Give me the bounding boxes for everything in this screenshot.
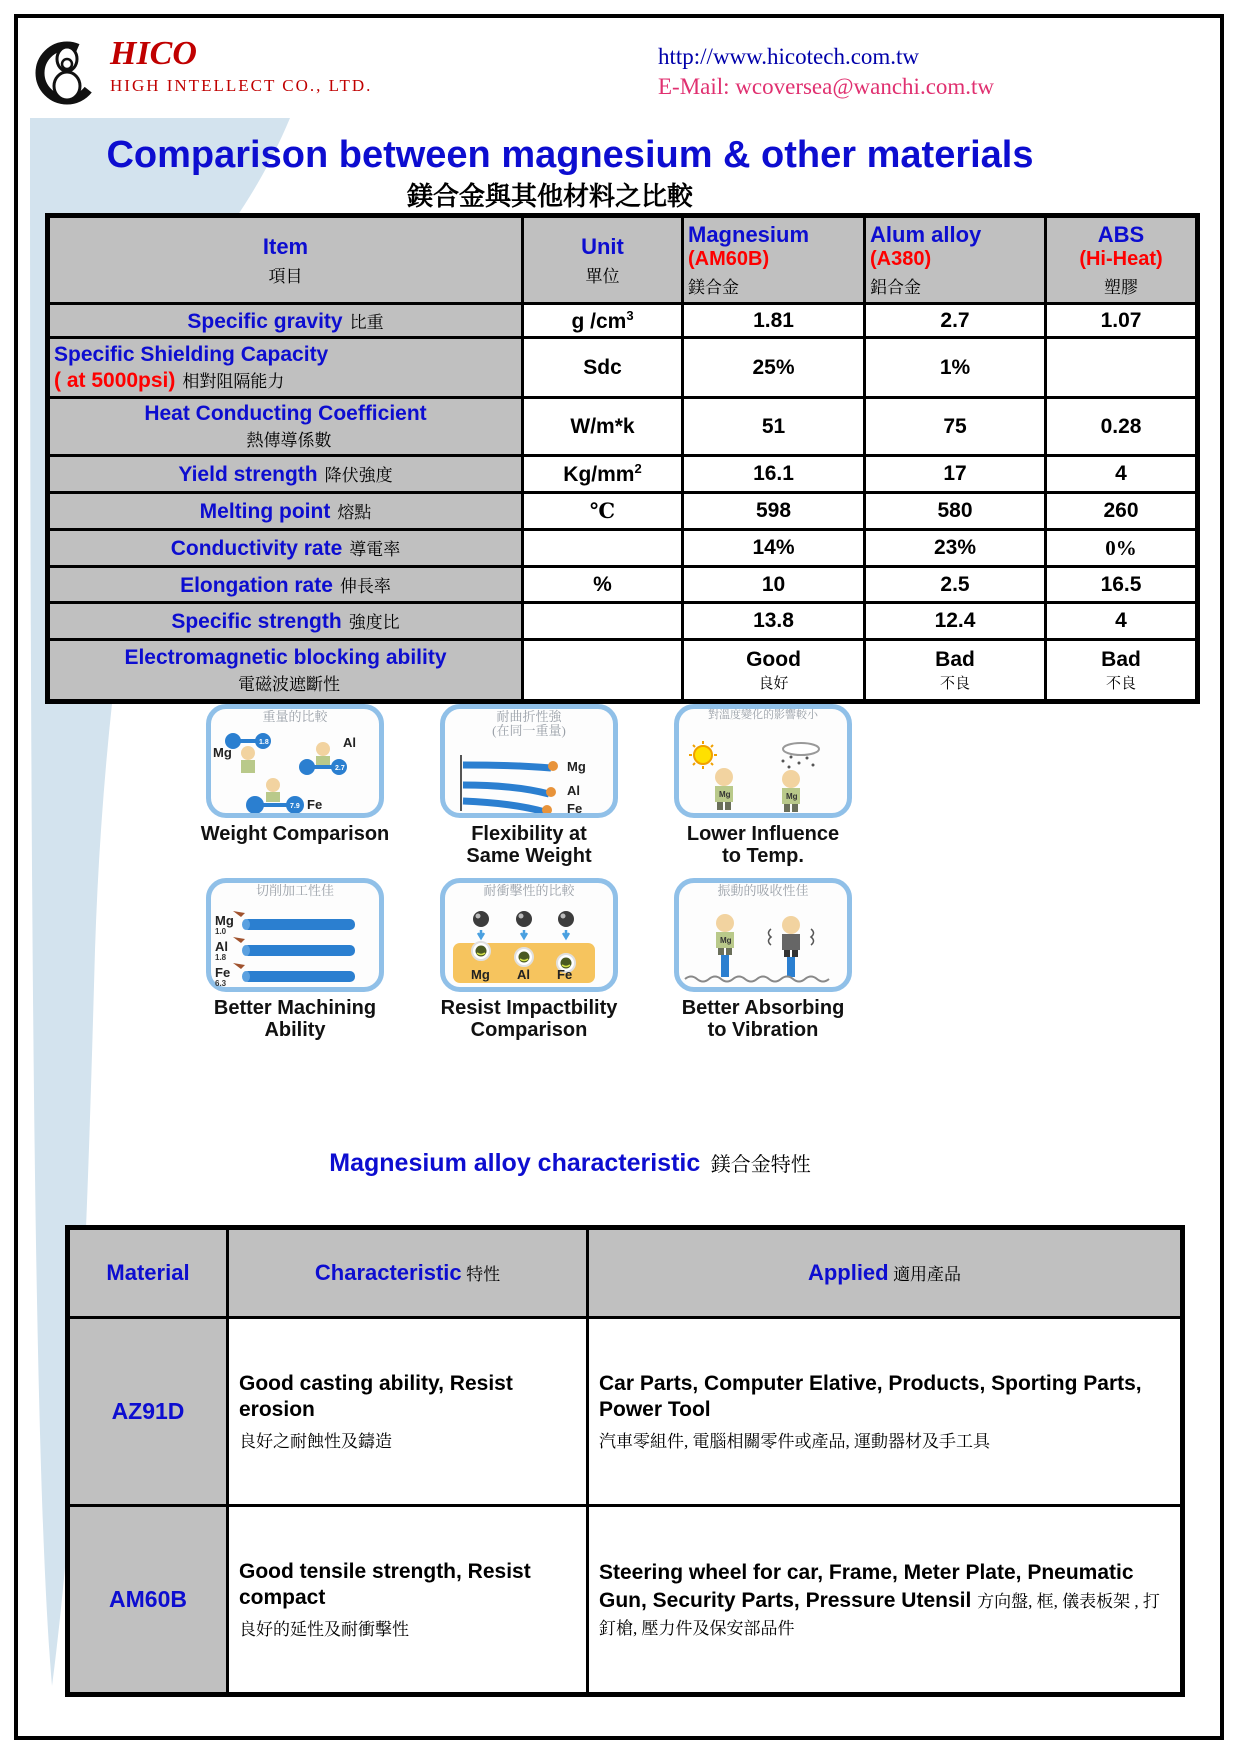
al-value: 2.7: [865, 304, 1046, 338]
panel-machining: [178, 878, 412, 1042]
page-subtitle-zh: 鎂合金與其他材料之比較: [406, 182, 693, 211]
al-value: 12.4: [865, 603, 1046, 640]
panel-weight-comparison: [178, 704, 412, 868]
page-title: Comparison between magnesium & other materials: [106, 134, 1034, 176]
abs-value: 0%: [1046, 530, 1198, 567]
panel-caption-line2: Comparison: [470, 1019, 588, 1042]
hico-logo-icon: [34, 36, 100, 108]
characteristic-heading-zh: 鎂合金特性: [710, 1154, 811, 1176]
applied-cell: Steering wheel for car, Frame, Meter Plate, Pneumatic Gun, Security Parts, Pressure Utensil 方向盤, 框, 儀表板架 , 打釘槍, 壓力件及保安部品件: [588, 1506, 1183, 1695]
mg-label: Mg: [213, 745, 232, 760]
table-row: [48, 338, 1198, 398]
table-row: [48, 567, 1198, 603]
panel-title-zh: 振動的吸收性佳: [717, 882, 809, 898]
al-label: Al: [343, 735, 356, 750]
falling-balls: [473, 911, 574, 938]
panel-temperature: [646, 704, 880, 868]
header-item-zh: 項目: [268, 266, 303, 286]
unit-cell: $Kg/mm^2$: [523, 456, 683, 493]
characteristic-table: [65, 1225, 1185, 1697]
abs-value: 4: [1046, 603, 1198, 640]
panel-title-zh: 耐曲折性強: [496, 709, 562, 724]
table-row: [48, 530, 1198, 567]
sun-icon: [689, 741, 717, 769]
unit-cell: [523, 530, 683, 567]
mg-label: Mg: [471, 966, 490, 982]
abs-value: Bad 不良: [1046, 640, 1198, 702]
panel-title-zh: 切削加工性佳: [255, 882, 334, 898]
header-applied: Applied 適用產品: [588, 1228, 1183, 1318]
unit-cell: Sdc: [523, 338, 683, 398]
panel-caption-line2: Same Weight: [466, 845, 592, 868]
company-logo: [34, 36, 372, 108]
al-label: Al: [517, 966, 530, 982]
table-row: [68, 1506, 1183, 1695]
al-value: 17: [865, 456, 1046, 493]
table-row: [48, 456, 1198, 493]
panel-caption-line1: Lower Influence: [686, 823, 840, 845]
panel-title-zh2: (在同一重量): [492, 722, 566, 738]
mg-value: 1.81: [683, 304, 865, 338]
item-conductivity-rate: Conductivity rate 導電率: [48, 530, 523, 567]
header-item: [48, 216, 523, 304]
comparison-table: [45, 213, 1200, 704]
header-unit-zh: 單位: [585, 266, 620, 286]
header-material: Material: [68, 1228, 228, 1318]
header-magnesium: [683, 216, 865, 304]
table-row: [48, 304, 1198, 338]
company-name: HICO: [110, 35, 197, 72]
mg-value: 598: [683, 493, 865, 530]
table-header-row: [68, 1228, 1183, 1318]
table-header-row: [48, 216, 1198, 304]
material-az91d: AZ91D: [68, 1318, 228, 1506]
fe-label: Fe: [557, 966, 573, 982]
al-value: 580: [865, 493, 1046, 530]
vibration-illustration: [679, 909, 837, 987]
panel-caption-line1: Better Absorbing: [681, 996, 845, 1019]
unit-cell: W/m*k: [523, 398, 683, 456]
mg-value: 25%: [683, 338, 865, 398]
abs-value: 4: [1046, 456, 1198, 493]
panel-caption-line1: Weight Comparison: [200, 823, 390, 845]
fe-label: Fe: [307, 797, 323, 812]
panel-title-zh: 耐衝擊性的比較: [483, 882, 575, 898]
al-value: 1%: [865, 338, 1046, 398]
mg-value: 51: [683, 398, 865, 456]
mg-value: 16.1: [683, 456, 865, 493]
mg-label: Mg: [215, 912, 234, 928]
panel-caption-line1: Better Machining: [213, 996, 377, 1019]
characteristic-heading: [0, 1148, 1140, 1178]
item-specific-strength: Specific strength 強度比: [48, 603, 523, 640]
mg-value: 14%: [683, 530, 865, 567]
panel-caption-line2: to Vibration: [707, 1019, 819, 1042]
abs-value: 16.5: [1046, 567, 1198, 603]
panel-impact: [412, 878, 646, 1042]
machining-illustration: [211, 909, 369, 987]
svg-text:1.0: 1.0: [215, 926, 227, 936]
al-value: 2.5: [865, 567, 1046, 603]
al-value: Bad 不良: [865, 640, 1046, 702]
unit-cell: %: [523, 567, 683, 603]
header-mg-zh: 鎂合金: [688, 278, 739, 297]
item-shielding-capacity: Specific Shielding Capacity ( at 5000psi) 相對阻隔能力: [48, 338, 523, 398]
item-melting-point: Melting point 熔點: [48, 493, 523, 530]
characteristic-heading-en: Magnesium alloy characteristic: [329, 1149, 701, 1177]
header-abs: [1046, 216, 1198, 304]
header-abs-zh: 塑膠: [1104, 278, 1138, 297]
unit-cell: ℃: [523, 493, 683, 530]
header-mg-sub: (AM60B): [688, 248, 770, 270]
header-abs-sub: (Hi-Heat): [1079, 248, 1163, 270]
al-value: 75: [865, 398, 1046, 456]
mg-label: Mg: [720, 935, 732, 945]
panel-caption-line2: to Temp.: [722, 845, 804, 868]
characteristic-cell: Good casting ability, Resist erosion 良好之耐蝕性及鑄造: [228, 1318, 588, 1506]
header-characteristic: Characteristic 特性: [228, 1228, 588, 1318]
header-abs-en: ABS: [1097, 222, 1145, 247]
panel-vibration: [646, 878, 880, 1042]
panel-caption-line2: Ability: [264, 1019, 326, 1042]
svg-text:2.7: 2.7: [335, 765, 345, 772]
mg-value: 13.8: [683, 603, 865, 640]
header-mg-en: Magnesium: [688, 222, 810, 247]
header-al-en: Alum alloy: [870, 222, 982, 247]
abs-value: 260: [1046, 493, 1198, 530]
item-yield-strength: Yield strength 降伏強度: [48, 456, 523, 493]
item-heat-conducting: Heat Conducting Coefficient 熱傳導係數: [48, 398, 523, 456]
email-link[interactable]: E-Mail: wcoversea@wanchi.com.tw: [658, 73, 995, 99]
svg-text:6.3: 6.3: [215, 978, 227, 987]
al-label: Al: [215, 938, 228, 954]
header-unit: [523, 216, 683, 304]
al-label: Al: [567, 783, 580, 798]
header-item-en: Item: [262, 233, 309, 259]
item-elongation-rate: Elongation rate 伸長率: [48, 567, 523, 603]
svg-text:1.8: 1.8: [215, 952, 227, 962]
table-row: [48, 493, 1198, 530]
mg-value: 10: [683, 567, 865, 603]
svg-text:1.8: 1.8: [259, 739, 269, 746]
al-value: 23%: [865, 530, 1046, 567]
material-am60b: AM60B: [68, 1506, 228, 1695]
weight-comparison-illustration: [211, 729, 369, 813]
temperature-illustration: [679, 741, 837, 813]
characteristic-cell: Good tensile strength, Resist compact 良好的延性及耐衝擊性: [228, 1506, 588, 1695]
illustration-panels: [178, 704, 882, 1052]
header-alum: [865, 216, 1046, 304]
panel-title-zh: 對溫度變化的影響較小: [708, 709, 818, 721]
flexibility-illustration: [445, 755, 603, 813]
applied-cell: Car Parts, Computer Elative, Products, Sporting Parts, Power Tool 汽車零組件, 電腦相關零件或產品, 運動器材及手工具: [588, 1318, 1183, 1506]
header-unit-en: Unit: [581, 233, 624, 259]
mg-label: Mg: [719, 790, 731, 799]
panel-caption-line1: Flexibility at: [471, 823, 587, 845]
abs-value: [1046, 338, 1198, 398]
header-al-sub: (A380): [870, 248, 932, 270]
company-subtitle: HIGH INTELLECT CO., LTD.: [110, 75, 373, 95]
mg-label: Mg: [567, 759, 586, 774]
unit-cell: [523, 640, 683, 702]
website-link[interactable]: http://www.hicotech.com.tw: [658, 44, 920, 69]
item-electromagnetic-blocking: Electromagnetic blocking ability 電磁波遮斷性: [48, 640, 523, 702]
svg-text:7.9: 7.9: [290, 803, 300, 810]
unit-cell: [523, 603, 683, 640]
abs-value: 1.07: [1046, 304, 1198, 338]
panel-title-zh: 重量的比較: [262, 709, 328, 724]
header-al-zh: 鋁合金: [870, 278, 921, 297]
mg-label: Mg: [786, 792, 798, 801]
panel-caption-line1: Resist Impactbility: [440, 996, 618, 1019]
item-specific-gravity: Specific gravity 比重: [48, 304, 523, 338]
abs-value: 0.28: [1046, 398, 1198, 456]
impact-illustration: [445, 909, 603, 987]
table-row: [48, 398, 1198, 456]
fe-label: Fe: [567, 801, 583, 813]
unit-cell: g $/cm^3$: [523, 304, 683, 338]
cloud-icon: [782, 743, 820, 769]
table-row: [48, 640, 1198, 702]
fe-label: Fe: [215, 964, 231, 980]
panel-flexibility: [412, 704, 646, 868]
mg-value: Good 良好: [683, 640, 865, 702]
table-row: [68, 1318, 1183, 1506]
table-row: [48, 603, 1198, 640]
